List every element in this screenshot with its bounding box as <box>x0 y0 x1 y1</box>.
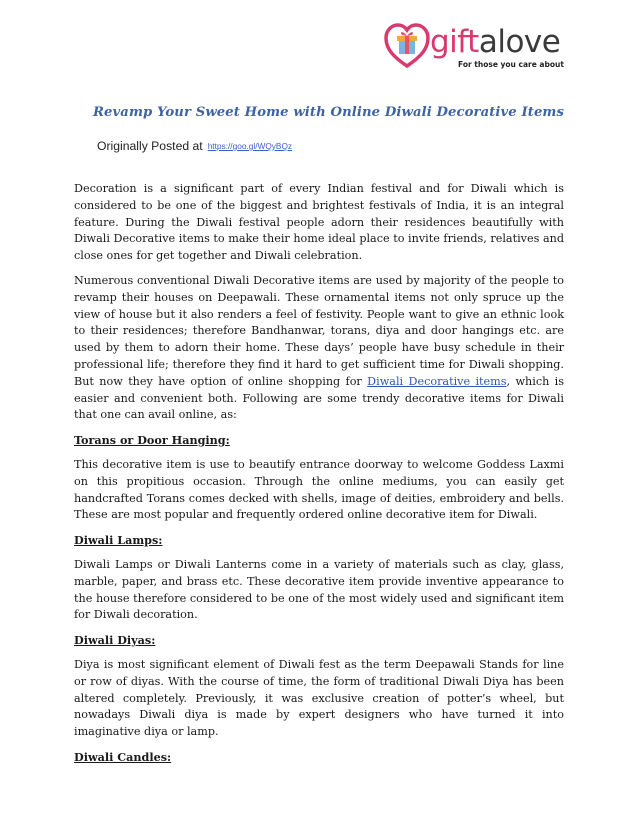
p2-text-before: Numerous conventional Diwali Decorative items are used by majority of the people to revamp their houses on Deepawali. These ornamental items not only spruce up the view of house but it also renders a feel of festivity. People want to give an ethnic look to their residences; therefore Bandhanwar, torans, diya and door hangings etc. are used by them to adorn their home. These days’ people have busy schedule in their professional life; therefore they find it hard to get sufficient time for Diwali shopping. But now they have option of online shopping for <box>74 273 564 388</box>
article-body <box>74 181 564 774</box>
section-body-torans: This decorative item is use to beautify entrance doorway to welcome Goddess Laxmi on this propitious occasion. Through the online mediums, you can easily get handcrafted Torans comes decked with shells, image of deities, embroidery and bells. These are most popular and frequently ordered online decorative item for Diwali. <box>74 457 564 522</box>
article-title: Revamp Your Sweet Home with Online Diwali Decorative Items <box>93 105 565 120</box>
section-heading-lamps: Diwali Lamps: <box>74 533 163 548</box>
section-body-lamps: Diwali Lamps or Diwali Lanterns come in a variety of materials such as clay, glass, marble, paper, and brass etc. These decorative item provide inventive appearance to the house therefore considered to be one of the most widely used and significant item for Diwali decoration. <box>74 557 564 622</box>
posted-link[interactable]: https://goo.gl/WQyBQz <box>207 141 293 151</box>
p2-text-after: , which is easier and convenient both. Following are some trendy decorative items for Diwali that one can avail online, as: <box>74 374 564 422</box>
posted-label: Originally Posted at <box>97 139 203 153</box>
section-heading-candles: Diwali Candles: <box>74 749 172 764</box>
logo-wordmark <box>430 24 560 60</box>
diwali-decorative-items-link[interactable]: Diwali Decorative items <box>367 374 507 388</box>
posted-line <box>97 139 292 153</box>
section-heading-torans: Torans or Door Hanging: <box>74 433 230 448</box>
logo-tagline: For those you care about <box>458 60 564 69</box>
second-paragraph <box>74 273 564 424</box>
logo-word-part1: gift <box>430 24 479 60</box>
section-heading-diyas: Diwali Diyas: <box>74 633 156 648</box>
section-body-diyas: Diya is most significant element of Diwali fest as the term Deepawali Stands for line or row of diyas. With the course of time, the form of traditional Diwali Diya has been altered completely. Previously, it was exclusive creation of potter’s wheel, but nowadays Diwali diya is made by expert designers who have turned it into imaginative diya or lamp. <box>74 657 564 739</box>
giftalove-logo[interactable] <box>384 22 584 74</box>
logo-word-part2: alove <box>478 24 561 60</box>
heart-gift-icon <box>384 22 430 70</box>
intro-paragraph: Decoration is a significant part of every Indian festival and for Diwali which is considered to be one of the biggest and brightest festivals of India, it is an integral feature. During the Diwali festival people adorn their residences beautifully with Diwali Decorative items to make their home ideal place to invite friends, relatives and close ones for get together and Diwali celebration. <box>74 182 564 263</box>
